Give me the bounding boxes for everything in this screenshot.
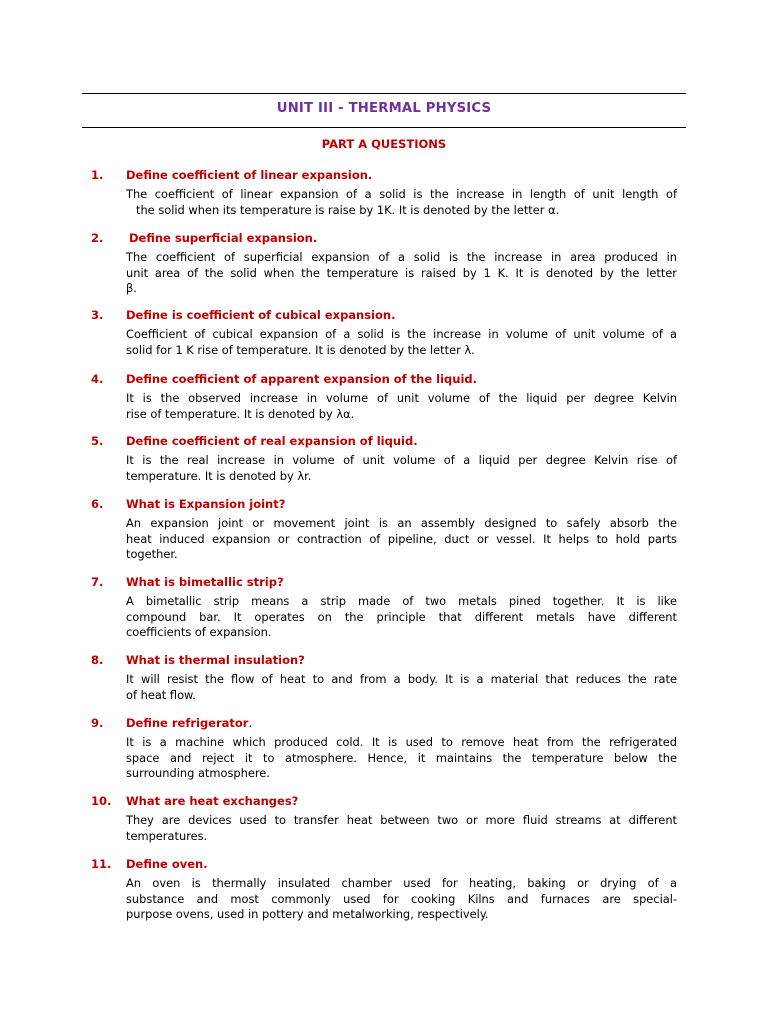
question-text: Define refrigerator bbox=[126, 716, 249, 730]
answer-line: temperature. It is denoted by λr. bbox=[126, 468, 312, 483]
answer-line: The coefficient of superficial expansion of a solid is the increase in area produced in bbox=[126, 250, 677, 264]
answer-text bbox=[126, 327, 677, 358]
question-number: 7. bbox=[91, 575, 104, 589]
answer-line: unit area of the solid when the temperature is raised by 1 K. It is denoted by the letter bbox=[126, 265, 677, 280]
question-number: 5. bbox=[91, 434, 104, 448]
answer-line: compound bar. It operates on the principle that different metals have different bbox=[126, 609, 677, 624]
question-text: Define coefficient of real expansion of liquid. bbox=[126, 434, 418, 448]
question-heading bbox=[126, 856, 208, 872]
question-heading bbox=[126, 574, 284, 590]
answer-text bbox=[126, 594, 677, 641]
answer-text bbox=[126, 391, 677, 422]
answer-text bbox=[126, 672, 677, 703]
answer-line: space and reject it to atmosphere. Hence, it maintains the temperature below the bbox=[126, 750, 677, 765]
question-heading bbox=[126, 371, 477, 387]
question-number: 11. bbox=[91, 857, 112, 871]
answer-line: together. bbox=[126, 547, 178, 562]
question-number: 1. bbox=[91, 168, 104, 182]
question-number: 10. bbox=[91, 794, 112, 808]
answer-line: Coefficient of cubical expansion of a solid is the increase in volume of unit volume of a bbox=[126, 327, 677, 341]
answer-line: rise of temperature. It is denoted by λα. bbox=[126, 406, 355, 421]
answer-text bbox=[126, 813, 677, 844]
answer-line: surrounding atmosphere. bbox=[126, 766, 270, 781]
answer-line: They are devices used to transfer heat between two or more fluid streams at different bbox=[126, 813, 677, 827]
part-title: PART A QUESTIONS bbox=[321, 137, 447, 151]
question-text: Define is coefficient of cubical expansion. bbox=[126, 308, 396, 322]
answer-line: An oven is thermally insulated chamber used for heating, baking or drying of a bbox=[126, 876, 677, 890]
question-text: What is thermal insulation? bbox=[126, 653, 305, 667]
header-top-rule bbox=[82, 93, 686, 94]
question-text: Define oven. bbox=[126, 857, 208, 871]
question-text: Define superficial expansion. bbox=[129, 231, 318, 245]
question-heading bbox=[126, 167, 372, 183]
answer-text bbox=[126, 453, 677, 484]
question-heading bbox=[126, 793, 298, 809]
question-heading bbox=[126, 307, 396, 323]
question-text: What is bimetallic strip? bbox=[126, 575, 284, 589]
answer-line: purpose ovens, used in pottery and metalworking, respectively. bbox=[126, 907, 489, 922]
question-text: What is Expansion joint? bbox=[126, 497, 286, 511]
question-number: 6. bbox=[91, 497, 104, 511]
answer-text bbox=[126, 187, 677, 218]
answer-line: A bimetallic strip means a strip made of two metals pined together. It is like bbox=[126, 594, 677, 608]
answer-line: It is the real increase in volume of unit volume of a liquid per degree Kelvin rise of bbox=[126, 453, 677, 467]
question-heading bbox=[126, 652, 305, 668]
question-suffix: . bbox=[248, 716, 253, 730]
answer-text bbox=[126, 250, 677, 297]
question-text: Define coefficient of apparent expansion of the liquid. bbox=[126, 372, 478, 386]
answer-line: It is a machine which produced cold. It is used to remove heat from the refrigerated bbox=[126, 735, 677, 749]
answer-line: coefficients of expansion. bbox=[126, 625, 272, 640]
question-heading bbox=[126, 715, 252, 731]
answer-line: of heat flow. bbox=[126, 687, 196, 702]
question-text: What are heat exchanges? bbox=[126, 794, 299, 808]
question-heading bbox=[126, 496, 285, 512]
answer-line: An expansion joint or movement joint is an assembly designed to safely absorb the bbox=[126, 516, 677, 530]
answer-text bbox=[126, 876, 677, 923]
question-number: 9. bbox=[91, 716, 104, 730]
answer-line: substance and most commonly used for cooking Kilns and furnaces are special- bbox=[126, 891, 677, 906]
answer-line: temperatures. bbox=[126, 828, 208, 843]
answer-line: heat induced expansion or contraction of pipeline, duct or vessel. It helps to hold parts bbox=[126, 531, 677, 546]
question-number: 3. bbox=[91, 308, 104, 322]
question-text: Define coefficient of linear expansion. bbox=[126, 168, 373, 182]
answer-line: β. bbox=[126, 281, 137, 296]
answer-line: the solid when its temperature is raise by 1K. It is denoted by the letter α. bbox=[136, 202, 560, 217]
answer-text bbox=[126, 735, 677, 782]
question-heading bbox=[129, 230, 317, 246]
question-heading bbox=[126, 433, 418, 449]
header-bottom-rule bbox=[82, 127, 686, 128]
question-number: 8. bbox=[91, 653, 104, 667]
answer-line: solid for 1 K rise of temperature. It is denoted by the letter λ. bbox=[126, 342, 475, 357]
answer-line: The coefficient of linear expansion of a solid is the increase in length of unit length of bbox=[126, 187, 677, 201]
answer-text bbox=[126, 516, 677, 563]
answer-line: It is the observed increase in volume of unit volume of the liquid per degree Kelvin bbox=[126, 391, 677, 405]
question-number: 4. bbox=[91, 372, 104, 386]
unit-title: UNIT III - THERMAL PHYSICS bbox=[276, 101, 492, 116]
question-number: 2. bbox=[91, 231, 104, 245]
answer-line: It will resist the flow of heat to and from a body. It is a material that reduces the rate bbox=[126, 672, 677, 686]
